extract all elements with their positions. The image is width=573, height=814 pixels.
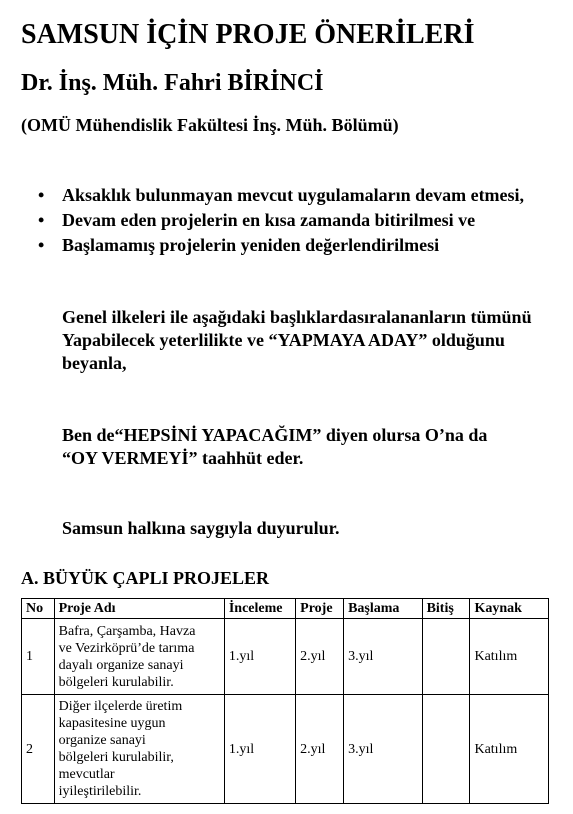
section-heading: A. BÜYÜK ÇAPLI PROJELER <box>21 568 270 588</box>
list-item <box>38 208 558 232</box>
pledge-paragraph <box>62 424 562 470</box>
cell-no: 2 <box>22 695 55 804</box>
cell-text-line: mevcutlar <box>58 767 115 782</box>
declaration-paragraph <box>62 306 562 375</box>
cell-start: 3.yıl <box>344 695 422 804</box>
cell-text-line: ve Vezirköprü’de tarıma <box>58 640 195 656</box>
list-item-text: Başlamamış projelerin yeniden değerlendirilmesi <box>62 235 440 255</box>
cell-review: 1.yıl <box>224 619 295 695</box>
paragraph-line: Ben de“HEPSİNİ YAPACAĞIM” diyen olursa O’na da <box>62 425 488 445</box>
cell-project: 2.yıl <box>296 695 344 804</box>
cell-text-line: Diğer ilçelerde üretim <box>58 699 183 714</box>
bullet-icon: • <box>38 210 45 230</box>
cell-text-line: organize sanayi <box>58 733 146 748</box>
column-header-source: Kaynak <box>470 599 549 619</box>
paragraph-line: Genel ilkeleri ile aşağıdaki başlıklardasıralananların tümünü <box>62 307 532 327</box>
cell-start: 3.yıl <box>344 619 422 695</box>
column-header-end: Bitiş <box>422 599 470 619</box>
column-header-project-name: Proje Adı <box>54 599 224 619</box>
cell-project-name <box>54 619 224 695</box>
closing-paragraph: Samsun halkına saygıyla duyurulur. <box>62 518 340 538</box>
cell-text-line: bölgeleri kurulabilir, <box>58 750 174 765</box>
cell-text-line: dayalı organize sanayi <box>58 657 184 673</box>
projects-table <box>21 598 549 804</box>
list-item <box>38 233 558 257</box>
cell-review: 1.yıl <box>224 695 295 804</box>
column-header-project: Proje <box>296 599 344 619</box>
cell-text-line: bölgeleri kurulabilir. <box>58 674 174 690</box>
cell-project-name <box>54 695 224 804</box>
list-item-text: Aksaklık bulunmayan mevcut uygulamaların devam etmesi, <box>62 185 525 205</box>
paragraph-line: Yapabilecek yeterlilikte ve “YAPMAYA ADAY” olduğunu beyanla, <box>62 330 505 373</box>
cell-end <box>422 619 470 695</box>
cell-end <box>422 695 470 804</box>
cell-text-line: Bafra, Çarşamba, Havza <box>58 623 196 639</box>
bullet-icon: • <box>38 185 45 205</box>
cell-text-line: kapasitesine uygun <box>58 716 166 731</box>
column-header-review: İnceleme <box>224 599 295 619</box>
document-title: SAMSUN İÇİN PROJE ÖNERİLERİ <box>21 19 475 50</box>
column-header-start: Başlama <box>344 599 422 619</box>
cell-source: Katılım <box>470 619 549 695</box>
cell-no: 1 <box>22 619 55 695</box>
cell-source: Katılım <box>470 695 549 804</box>
cell-text-line: iyileştirilebilir. <box>58 784 142 799</box>
paragraph-line: “OY VERMEYİ” taahhüt eder. <box>62 448 304 468</box>
table-row <box>22 695 549 804</box>
list-item-text: Devam eden projelerin en kısa zamanda bitirilmesi ve <box>62 210 476 230</box>
author-name: Dr. İnş. Müh. Fahri BİRİNCİ <box>21 70 324 96</box>
bullet-icon: • <box>38 235 45 255</box>
cell-project: 2.yıl <box>296 619 344 695</box>
list-item <box>38 183 558 207</box>
principles-list <box>38 183 558 257</box>
column-header-no: No <box>22 599 55 619</box>
author-affiliation: (OMÜ Mühendislik Fakültesi İnş. Müh. Bölümü) <box>21 115 399 135</box>
table-row <box>22 619 549 695</box>
table-header-row <box>22 599 549 619</box>
